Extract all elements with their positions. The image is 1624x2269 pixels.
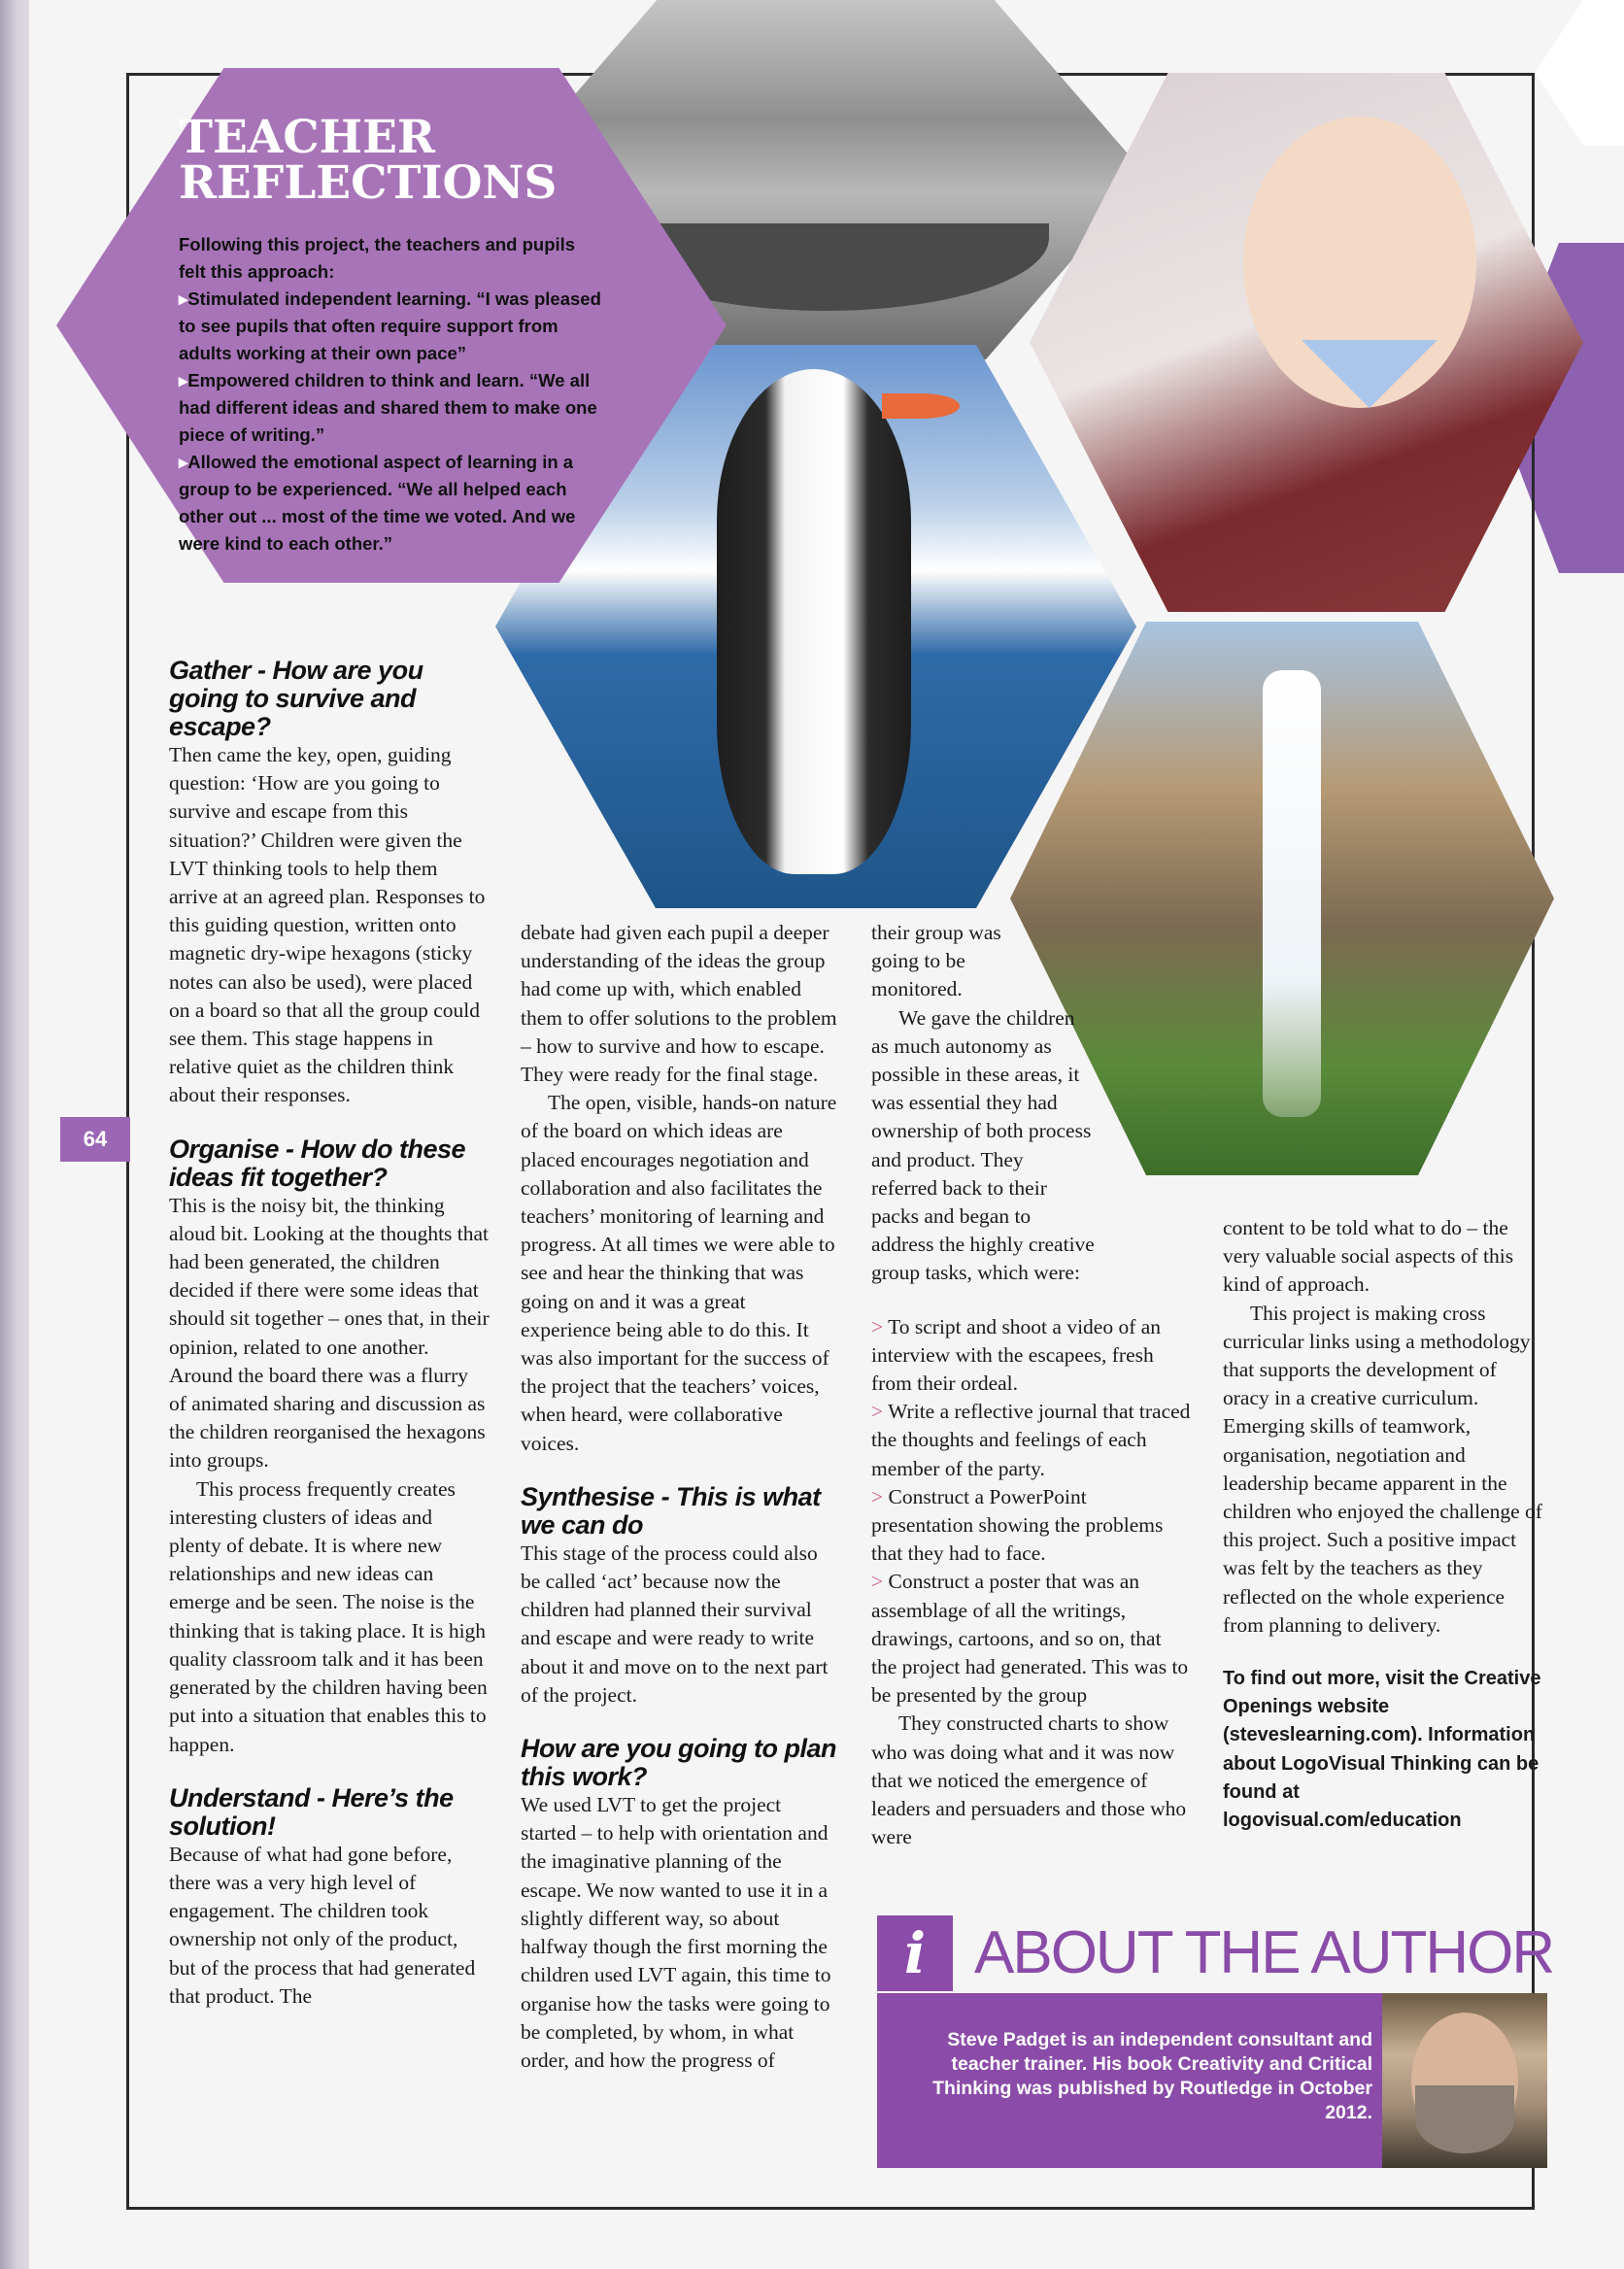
title-line-1: TEACHER bbox=[179, 111, 435, 164]
teacher-reflections-title bbox=[179, 111, 606, 210]
find-out-more: To find out more, visit the Creative Openings website (steveslearning.com). Information about LogoVisual Thinking can be found at logovisual.com/education bbox=[1223, 1668, 1541, 1832]
page-number: 64 bbox=[60, 1117, 130, 1162]
teacher-reflections-text bbox=[179, 231, 606, 558]
about-author-header bbox=[877, 1915, 1554, 1991]
paragraph-plan: We used LVT to get the project started – to help with orientation and the imaginative planning of the escape. We now wanted to use it in a slightly different way, so about halfway though the first morning the children used LVT again, this time to organise how the tasks were going to be completed, by whom, in what order, and how the progress of bbox=[521, 1793, 831, 2072]
reflections-intro: Following this project, the teachers and pupils felt this approach: bbox=[179, 234, 576, 282]
author-photo bbox=[1382, 1993, 1547, 2168]
reflection-point: ▸ Allowed the emotional aspect of learning in a group to be experienced. “We all helped each other out ... most of the time we voted. And we were kind to each other.” bbox=[179, 449, 606, 558]
task-item: > Construct a poster that was an assemblage of all the writings, drawings, cartoons, and so on, that the project had generated. This was to be presented by the group bbox=[871, 1568, 1192, 1710]
task-item: > To script and shoot a video of an interview with the escapees, fresh from their ordeal. bbox=[871, 1313, 1192, 1399]
waterfall-stream bbox=[1263, 670, 1321, 1117]
heading-organise: Organise - How do these ideas fit together? bbox=[169, 1134, 466, 1192]
heading-gather: Gather - How are you going to survive and escape? bbox=[169, 656, 423, 741]
author-bio: Steve Padget is an independent consultant and teacher trainer. His book Creativity and Critical Thinking was published by Routledge in October 2012. bbox=[932, 2029, 1372, 2123]
paragraph-project: This project is making cross curricular links using a methodology that supports the development of oracy in a creative curriculum. Emerging skills of teamwork, organisation, negotiation and leadership became apparent in the children who enjoyed the challenge of this project. Such a positive impact was felt by the teachers as they reflected on the whole experience from planning to delivery. bbox=[1223, 1301, 1542, 1637]
task-item: > Write a reflective journal that traced the thoughts and feelings of each member of the party. bbox=[871, 1398, 1192, 1483]
column-4 bbox=[1223, 1214, 1543, 1835]
paragraph-charts: They constructed charts to show who was doing what and it was now that we noticed the emergence of leaders and persuaders and those who were bbox=[871, 1711, 1187, 1849]
about-author-box bbox=[877, 1993, 1547, 2168]
reflection-point: ▸ Empowered children to think and learn. “We all had different ideas and shared them to make one piece of writing.” bbox=[179, 367, 606, 449]
paragraph-content: content to be told what to do – the very valuable social aspects of this kind of approach. bbox=[1223, 1216, 1514, 1297]
info-icon: i bbox=[877, 1915, 953, 1991]
heading-understand: Understand - Here’s the solution! bbox=[169, 1782, 454, 1841]
reflection-point: ▸ Stimulated independent learning. “I was pleased to see pupils that often require support from adults working at their own pace” bbox=[179, 286, 606, 367]
paragraph-board: The open, visible, hands-on nature of the board on which ideas are placed encourages negotiation and collaboration and also facilitates the teachers’ monitoring of learning and progress. At all times we were able to see and hear the thinking that was going on and it was a great experience being able to do this. It was also important for the success of the project that the teachers’ voices, when heard, were collaborative voices. bbox=[521, 1091, 837, 1455]
column-1 bbox=[169, 657, 490, 2011]
paragraph-debate: debate had given each pupil a deeper understanding of the ideas the group had come up with, which enabled them to offer solutions to the problem – how to survive and how to escape. They were ready for the final stage. bbox=[521, 921, 837, 1087]
author-beard bbox=[1415, 2085, 1514, 2153]
paragraph-understand: Because of what had gone before, there was a very high level of engagement. The children took ownership not only of the product, but of the process that had generated that product. The bbox=[169, 1842, 476, 2008]
heading-synthesise: Synthesise - This is what we can do bbox=[521, 1481, 821, 1540]
paragraph-organise-2: This process frequently creates interesting clusters of ideas and plenty of debate. It is where new relationships and new ideas can emerge and be seen. The noise is the thinking that is taking place. It is high quality classroom talk and it has been generated by the children having been put into a situation that enables this to happen. bbox=[169, 1476, 488, 1756]
column-2 bbox=[521, 919, 841, 2075]
task-item: > Construct a PowerPoint presentation showing the problems that they had to face. bbox=[871, 1483, 1192, 1569]
paragraph-gather: Then came the key, open, guiding question: ‘How are you going to survive and escape from this situation?’ Children were given the LVT thinking tools to help them arrive at an agreed plan. Responses to this guiding question, written onto magnetic dry-wipe hexagons (sticky notes can also be used), were placed on a board so that all the group could see them. This stage happens in relative quiet as the children think about their responses. bbox=[169, 743, 486, 1107]
paragraph-synthesise: This stage of the process could also be called ‘act’ because now the children had planned their survival and escape and were ready to write about it and move on to the next part of the project. bbox=[521, 1541, 829, 1707]
paragraph-monitored: their group was going to be monitored. bbox=[871, 921, 1001, 1001]
paragraph-autonomy: We gave the children as much autonomy as possible in these areas, it was essential they had ownership of both process and product. They referred back to their packs and began to address the highly creative group tasks, which were: bbox=[871, 1005, 1095, 1285]
penguin-beak bbox=[882, 393, 960, 419]
heading-plan: How are you going to plan this work? bbox=[521, 1734, 836, 1792]
title-line-2: REFLECTIONS bbox=[179, 156, 558, 210]
paragraph-organise-1: This is the noisy bit, the thinking aloud bit. Looking at the thoughts that had been generated, the children decided if there were some ideas that should sit together – ones that, in their opinion, related to one another. Around the board there was a flurry of animated sharing and discussion as the children reorganised the hexagons into groups. bbox=[169, 1193, 490, 1473]
column-3 bbox=[871, 919, 1192, 1852]
about-author-title: ABOUT THE AUTHOR bbox=[974, 1919, 1554, 1986]
penguin-figure bbox=[717, 369, 911, 874]
